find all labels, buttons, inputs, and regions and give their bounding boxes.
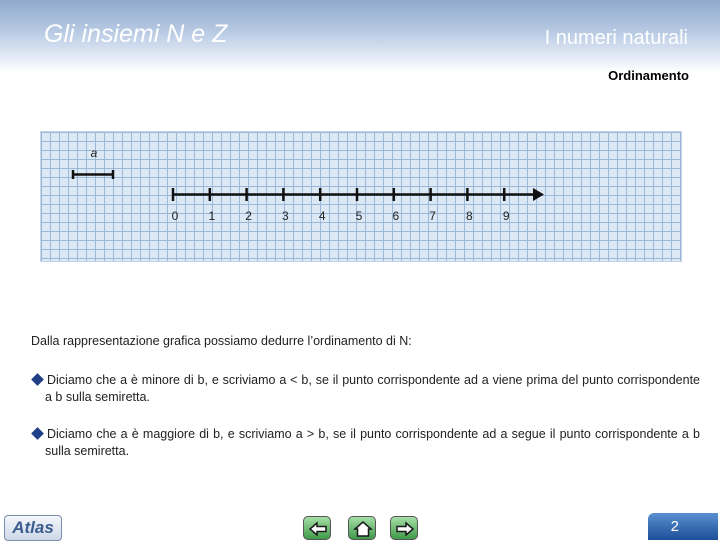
bullet-text: Diciamo che a è minore di b, e scriviamo a < b, se il punto corrispondente ad a viene prima del punto corrispondente a b sulla semiretta. (45, 373, 700, 404)
slide-subtitle: Ordinamento (608, 68, 689, 83)
page-number: 2 (670, 518, 679, 535)
home-button[interactable] (348, 516, 376, 540)
tick-label: 4 (318, 209, 326, 223)
tick-label: 1 (208, 209, 216, 223)
tick-label: 0 (171, 209, 179, 223)
tick-label: 8 (466, 209, 473, 223)
back-button[interactable] (303, 516, 331, 540)
segment-a-label: a (90, 146, 98, 160)
tick-label: 2 (245, 209, 252, 223)
tick-label: 3 (282, 209, 289, 223)
diamond-bullet-icon (31, 427, 44, 440)
page-number-badge (648, 513, 718, 540)
home-icon (349, 517, 377, 541)
tick-label: 6 (392, 209, 400, 223)
slide-header (0, 0, 720, 72)
half-line-arrowhead (533, 188, 544, 201)
tick-label: 7 (429, 209, 436, 223)
bullet-item (31, 372, 700, 406)
tick-label: 5 (355, 209, 363, 223)
back-arrow-icon (304, 517, 332, 541)
number-line-figure (40, 131, 682, 262)
atlas-logo: Atlas (4, 515, 62, 541)
number-line-svg (41, 132, 681, 261)
intro-text: Dalla rappresentazione grafica possiamo dedurre l’ordinamento di N: (31, 334, 412, 348)
section-title: I numeri naturali (544, 27, 688, 49)
bullet-text: Diciamo che a è maggiore di b, e scriviamo a > b, se il punto corrispondente ad a segue il punto corrispondente a b sulla semiretta. (45, 427, 700, 458)
slide-title: Gli insiemi N e Z (44, 20, 228, 48)
diamond-bullet-icon (31, 373, 44, 386)
forward-button[interactable] (390, 516, 418, 540)
forward-arrow-icon (391, 517, 419, 541)
bullet-item (31, 426, 700, 460)
tick-label: 9 (502, 209, 510, 223)
